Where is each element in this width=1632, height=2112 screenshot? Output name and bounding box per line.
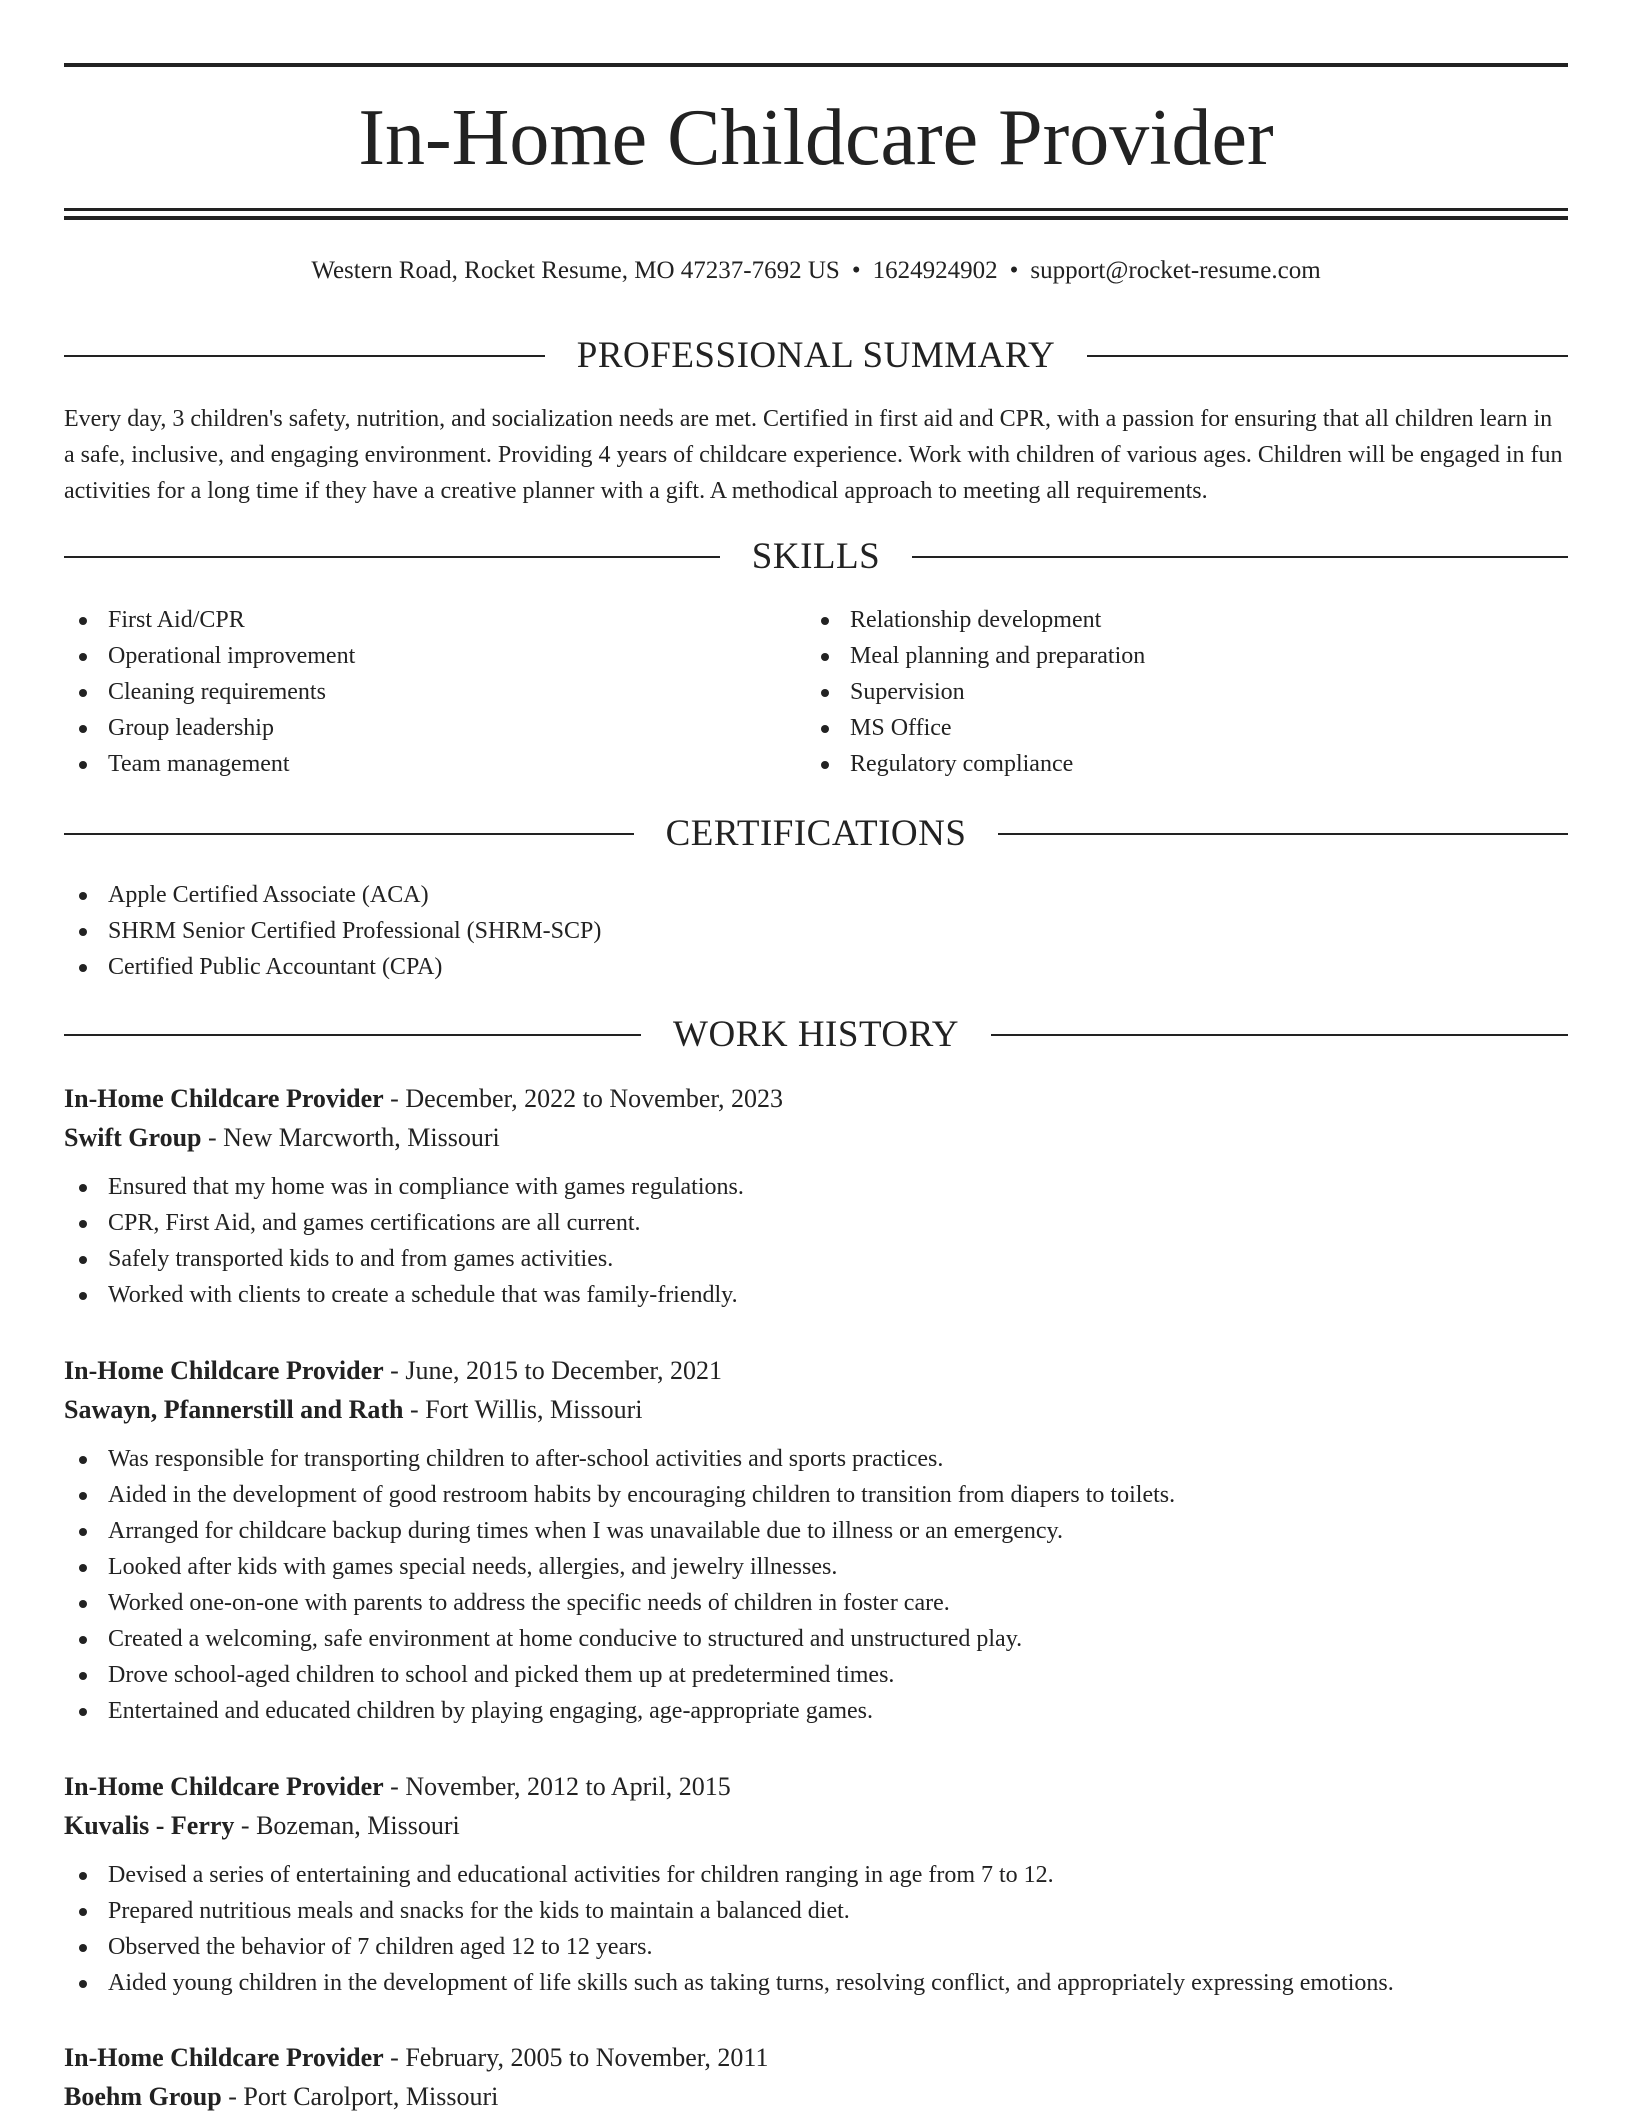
skill-item: Relationship development <box>806 602 1506 638</box>
duty-item: Was responsible for transporting children to after-school activities and sports practices. <box>64 1441 1568 1477</box>
job-company: Sawayn, Pfannerstill and Rath <box>64 1395 404 1424</box>
job-title: In-Home Childcare Provider <box>64 2043 384 2072</box>
duty-item: Aided young children in the development of life skills such as taking turns, resolving conflict, and appropriately expressing emotions. <box>64 1965 1568 2001</box>
job-dates: - June, 2015 to December, 2021 <box>383 1356 722 1385</box>
divider-line <box>64 355 545 357</box>
skill-item: Group leadership <box>64 710 764 746</box>
duty-item: Drove school-aged children to school and picked them up at predetermined times. <box>64 1657 1568 1693</box>
skill-item: Operational improvement <box>64 638 764 674</box>
job-dates: - February, 2005 to November, 2011 <box>383 2043 769 2072</box>
job-duties <box>64 1169 1568 1313</box>
job-title: In-Home Childcare Provider <box>64 1356 384 1385</box>
duty-item: Entertained and educated children by playing engaging, age-appropriate games. <box>64 1693 1568 1729</box>
job-title-line <box>64 2038 1568 2077</box>
section-title: SKILLS <box>751 536 881 577</box>
job-dates: - December, 2022 to November, 2023 <box>383 1084 784 1113</box>
section-skills-heading <box>64 535 1568 579</box>
skill-item: Meal planning and preparation <box>806 638 1506 674</box>
duty-item: Worked one-on-one with parents to address the specific needs of children in foster care. <box>64 1585 1568 1621</box>
section-certifications-heading <box>64 812 1568 856</box>
duty-item: Prepared nutritious meals and snacks for the kids to maintain a balanced diet. <box>64 1893 1568 1929</box>
contact-separator: • <box>851 257 861 284</box>
job-company: Kuvalis - Ferry <box>64 1811 235 1840</box>
divider-line <box>912 556 1568 558</box>
job-dates: - November, 2012 to April, 2015 <box>383 1772 731 1801</box>
contact-line <box>64 253 1568 289</box>
duty-item: Aided in the development of good restroom habits by encouraging children to transition from diapers to toilets. <box>64 1477 1568 1513</box>
divider-line <box>64 1034 641 1036</box>
contact-phone: 1624924902 <box>872 257 998 284</box>
job-company-line <box>64 1390 1568 1429</box>
skill-item: Cleaning requirements <box>64 674 764 710</box>
job-location: - New Marcworth, Missouri <box>201 1123 500 1152</box>
duty-item: Looked after kids with games special needs, allergies, and jewelry illnesses. <box>64 1549 1568 1585</box>
duty-item: CPR, First Aid, and games certifications are all current. <box>64 1205 1568 1241</box>
section-summary-heading <box>64 334 1568 378</box>
job-duties <box>64 1857 1568 2001</box>
divider-line <box>1087 355 1568 357</box>
skill-item: First Aid/CPR <box>64 602 764 638</box>
skills-list-right <box>806 602 1506 782</box>
certification-item: Apple Certified Associate (ACA) <box>64 877 1464 913</box>
skill-item: Team management <box>64 746 764 782</box>
job-entry <box>64 1767 1568 2001</box>
contact-separator: • <box>1009 257 1019 284</box>
job-duties <box>64 1441 1568 1729</box>
duty-item: Safely transported kids to and from games activities. <box>64 1241 1568 1277</box>
contact-email: support@rocket-resume.com <box>1030 257 1321 284</box>
contact-address: Western Road, Rocket Resume, MO 47237-7692 US <box>311 257 840 284</box>
summary-text: Every day, 3 children's safety, nutrition, and socialization needs are met. Certified in first aid and CPR, with a passion for ensuring that all children learn in a safe, inclusive, and engaging environment. Providing 4 years of childcare experience. Work with children of various ages. Children will be engaged in fun activities for a long time if they have a creative planner with a gift. A methodical approach to meeting all requirements. <box>64 406 1563 504</box>
duty-item: Ensured that my home was in compliance with games regulations. <box>64 1169 1568 1205</box>
skill-item: Regulatory compliance <box>806 746 1506 782</box>
divider-line <box>64 556 720 558</box>
section-title: PROFESSIONAL SUMMARY <box>576 335 1056 376</box>
job-location: - Fort Willis, Missouri <box>403 1395 643 1424</box>
top-rule <box>64 63 1568 67</box>
job-title: In-Home Childcare Provider <box>64 1084 384 1113</box>
job-location: - Port Carolport, Missouri <box>221 2082 499 2111</box>
job-entry <box>64 1079 1568 1313</box>
section-title: WORK HISTORY <box>673 1014 959 1055</box>
divider-line <box>998 833 1568 835</box>
certification-item: Certified Public Accountant (CPA) <box>64 949 1464 985</box>
certification-item: SHRM Senior Certified Professional (SHRM-SCP) <box>64 913 1464 949</box>
resume-name: In-Home Childcare Provider <box>358 94 1274 182</box>
duty-item: Arranged for childcare backup during times when I was unavailable due to illness or an emergency. <box>64 1513 1568 1549</box>
job-title-line <box>64 1767 1568 1806</box>
job-title: In-Home Childcare Provider <box>64 1772 384 1801</box>
skill-item: Supervision <box>806 674 1506 710</box>
double-rule <box>64 208 1568 220</box>
divider-line <box>991 1034 1568 1036</box>
job-company-line <box>64 1118 1568 1157</box>
duty-item: Observed the behavior of 7 children aged 12 to 12 years. <box>64 1929 1568 1965</box>
section-title: CERTIFICATIONS <box>665 813 967 854</box>
job-title-line <box>64 1351 1568 1390</box>
divider-line <box>64 833 634 835</box>
job-company-line <box>64 2077 1568 2112</box>
section-work-heading <box>64 1013 1568 1057</box>
duty-item: Created a welcoming, safe environment at home conducive to structured and unstructured play. <box>64 1621 1568 1657</box>
job-entry <box>64 2038 1568 2112</box>
job-company: Boehm Group <box>64 2082 222 2111</box>
certifications-list <box>64 877 1464 985</box>
skills-list-left <box>64 602 764 782</box>
job-title-line <box>64 1079 1568 1118</box>
job-company-line <box>64 1806 1568 1845</box>
duty-item: Devised a series of entertaining and educational activities for children ranging in age from 7 to 12. <box>64 1857 1568 1893</box>
duty-item: Worked with clients to create a schedule that was family-friendly. <box>64 1277 1568 1313</box>
skill-item: MS Office <box>806 710 1506 746</box>
job-entry <box>64 1351 1568 1729</box>
job-company: Swift Group <box>64 1123 202 1152</box>
job-location: - Bozeman, Missouri <box>234 1811 460 1840</box>
